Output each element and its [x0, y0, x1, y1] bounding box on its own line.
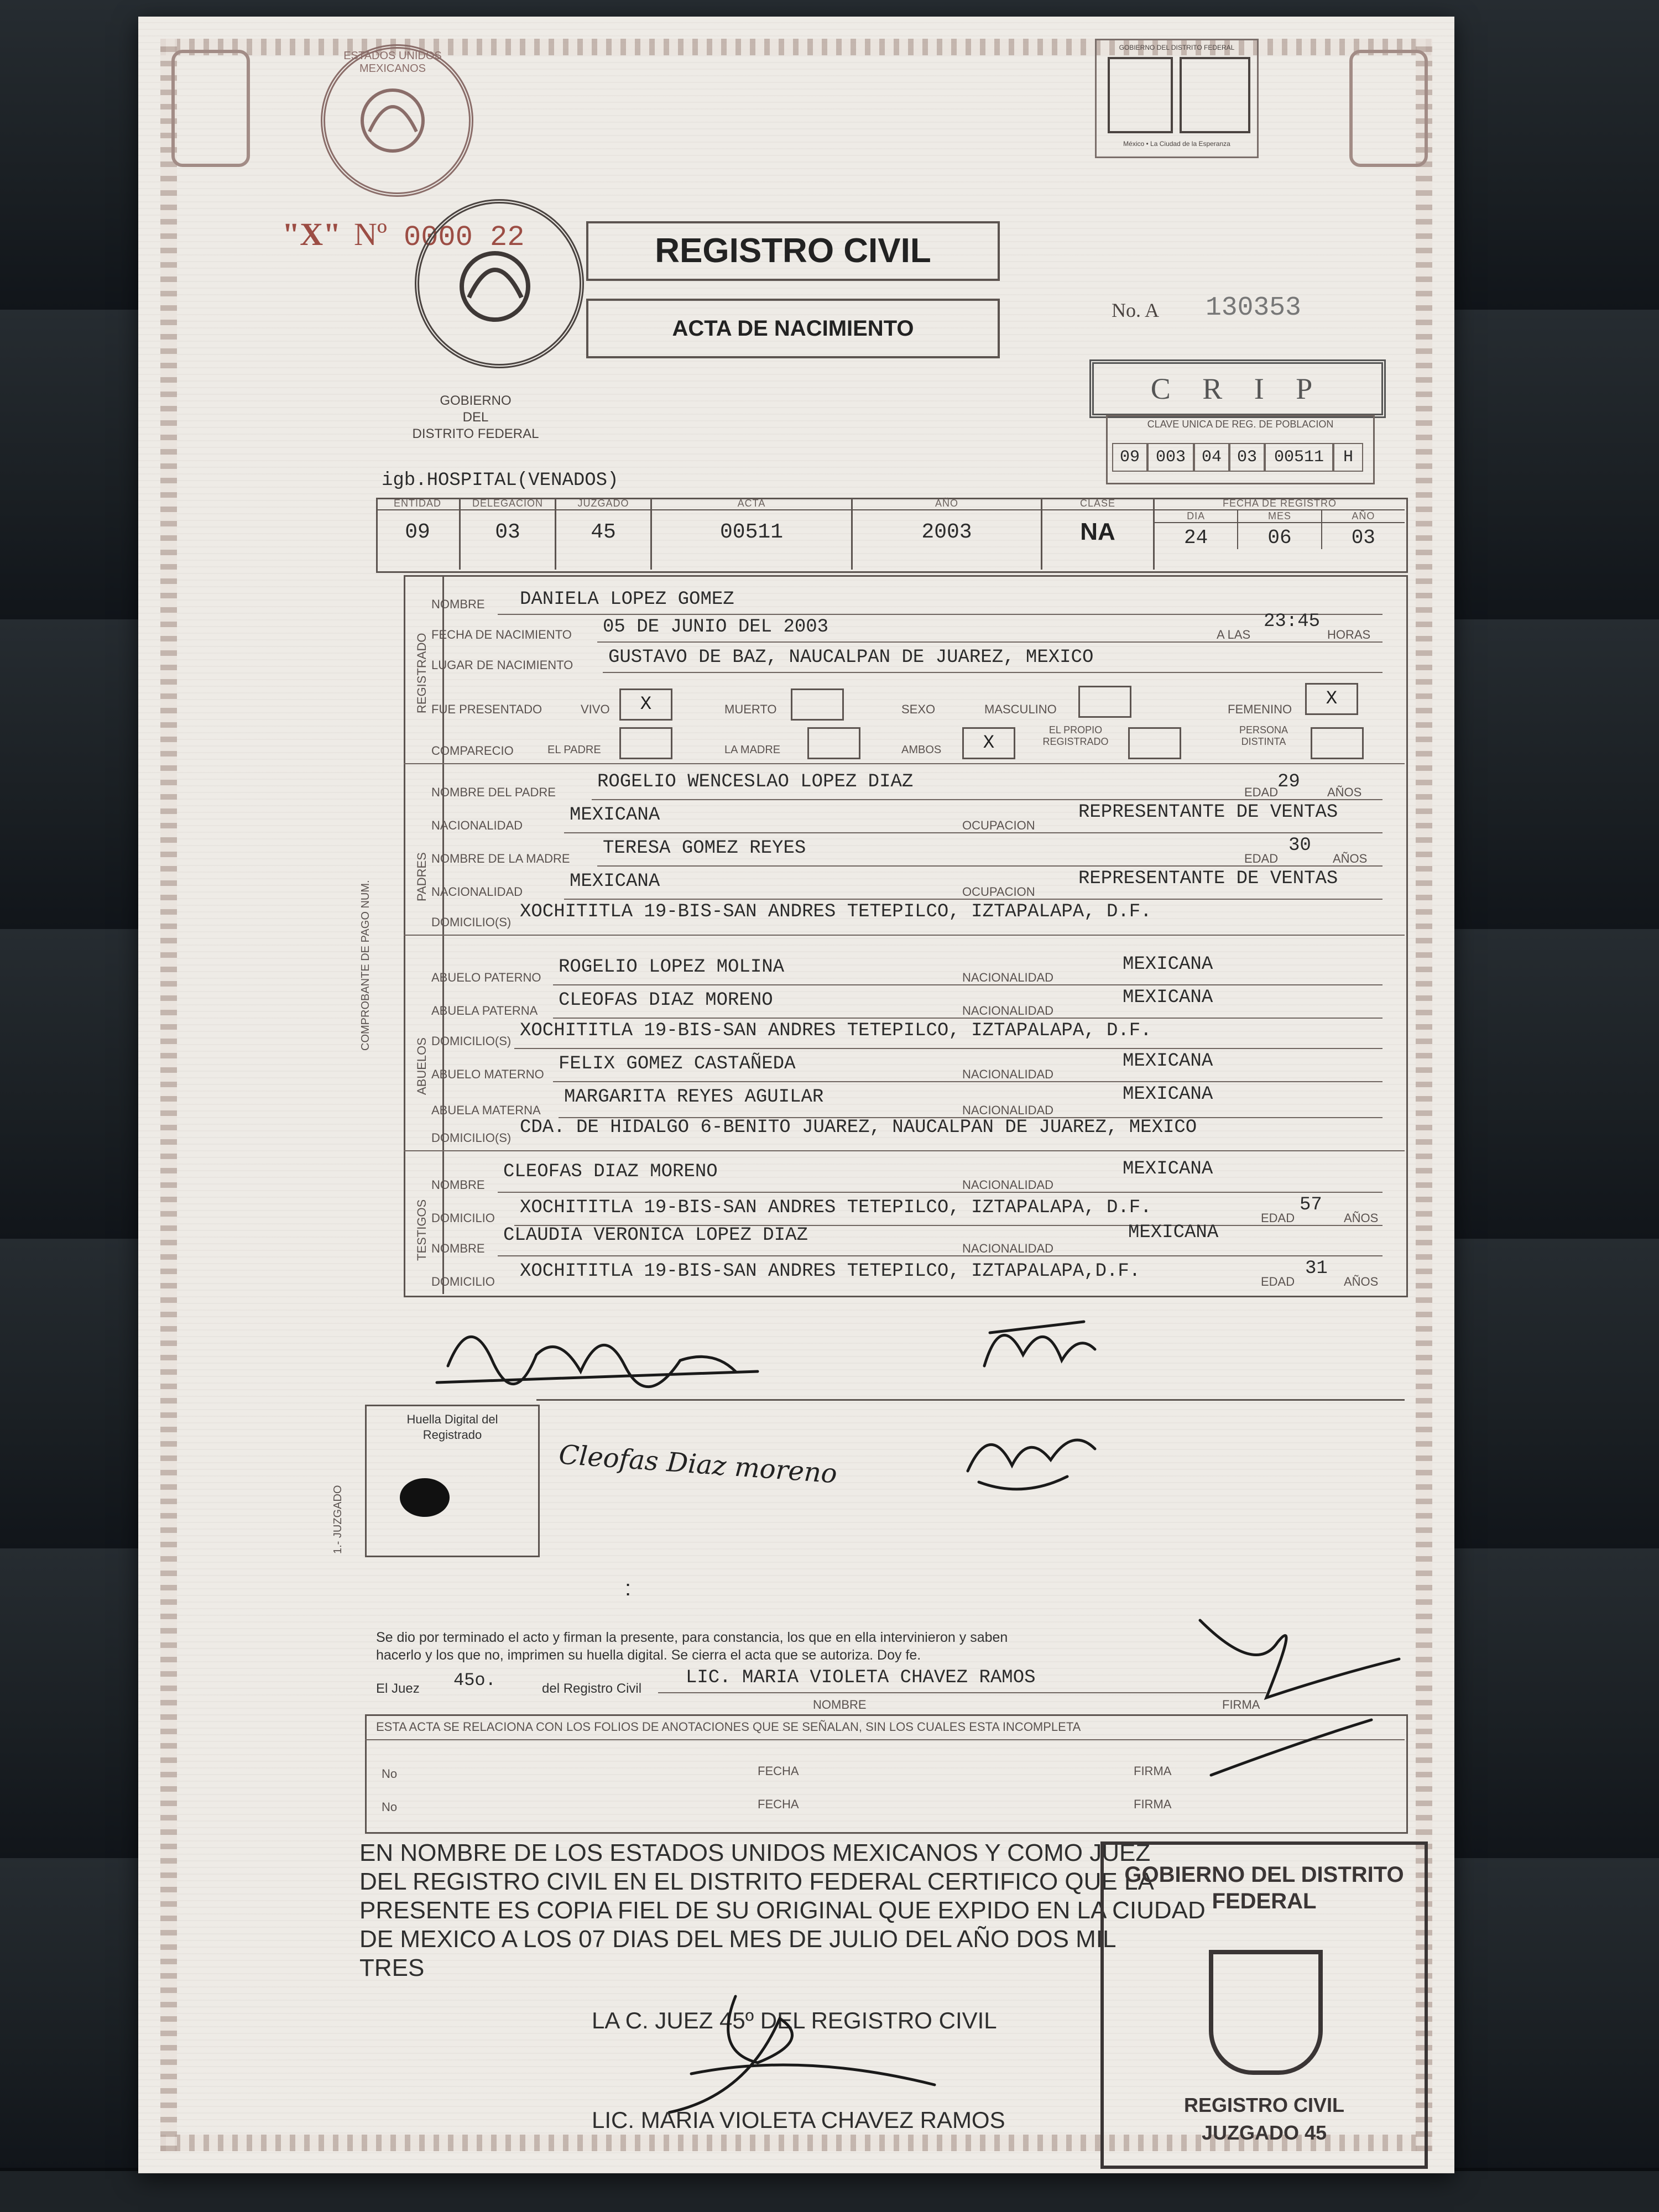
domicilio-label: DOMICILIO(S): [431, 1131, 512, 1145]
fecha-label: FECHA: [758, 1797, 799, 1811]
anos-label: AÑOS: [1327, 785, 1362, 799]
domicilio-label: DOMICILIO(S): [431, 1034, 512, 1048]
nacionalidad-label: NACIONALIDAD: [962, 971, 1054, 984]
juez-title: LA C. JUEZ 45º DEL REGISTRO CIVIL: [592, 2007, 997, 2033]
testigo-2-nombre: CLAUDIA VERONICA LOPEZ DIAZ: [503, 1225, 808, 1246]
anos-label: AÑOS: [1344, 1211, 1379, 1225]
juez-name: LIC. MARIA VIOLETA CHAVEZ RAMOS: [686, 1667, 1036, 1688]
anos-label: AÑOS: [1344, 1275, 1379, 1288]
del-registro-label: del Registro Civil: [542, 1681, 642, 1696]
hospital-note: igb.HOSPITAL(VENADOS): [382, 470, 619, 491]
nombre-label: NOMBRE: [813, 1698, 867, 1712]
el-padre-label: EL PADRE: [547, 744, 601, 756]
cell-entidad: ENTIDAD 09: [376, 498, 461, 570]
aztec-ornament-icon: [171, 50, 250, 167]
crip-box: [1089, 359, 1386, 418]
right-border: [1416, 39, 1432, 2151]
fingerprint-icon: [400, 1478, 450, 1517]
horas-label: HORAS: [1327, 628, 1371, 641]
number-label: No. A: [1112, 299, 1160, 321]
no-label: No: [382, 1767, 398, 1781]
document-subtitle: ACTA DE NACIMIENTO: [672, 316, 914, 341]
cell-acta: ACTA 00511: [652, 498, 853, 570]
edad-madre: 30: [1288, 835, 1311, 856]
masculino-checkbox[interactable]: [1078, 686, 1131, 718]
firma-label: FIRMA: [1222, 1698, 1260, 1712]
padre-checkbox[interactable]: [619, 727, 672, 759]
nacionalidad-label: NACIONALIDAD: [962, 1103, 1054, 1117]
hora-nacimiento: 23:45: [1264, 611, 1321, 632]
ocupacion-padre: REPRESENTANTE DE VENTAS: [1078, 802, 1338, 823]
abuela-materna-nac: MEXICANA: [1123, 1084, 1213, 1105]
el-juez-label: El Juez: [376, 1681, 420, 1696]
closing-text: Se dio por terminado el acto y firman la presente, para constancia, los que en ella intervinieron y saben hacerlo y los que no, imprimen su huella digital. Se cierra el acta que se autoriza. Doy fe.: [376, 1630, 1008, 1663]
seal-text: ESTADOS UNIDOS MEXICANOS: [343, 50, 442, 75]
cell-clase: CLASE NA: [1042, 498, 1155, 570]
coat-of-arms-icon: [1180, 57, 1250, 133]
gdf-logo-title: GOBIERNO DEL DISTRITO FEDERAL: [1119, 44, 1235, 51]
femenino-label: FEMENINO: [1228, 702, 1292, 716]
testigo-1-edad: 57: [1300, 1194, 1322, 1215]
ambos-checkbox[interactable]: X: [962, 727, 1015, 759]
comparecio-label: COMPARECIO: [431, 744, 514, 758]
testigo-domicilio-label: DOMICILIO: [431, 1275, 495, 1288]
fecha-label: FECHA: [758, 1764, 799, 1778]
official-stamp: [1100, 1841, 1428, 2169]
registry-cells: [376, 498, 1405, 570]
signature: [968, 1300, 1112, 1394]
nacionalidad-label: NACIONALIDAD: [962, 1067, 1054, 1081]
abuelo-materno-nac: MEXICANA: [1123, 1051, 1213, 1072]
nacionalidad-madre: MEXICANA: [570, 871, 660, 892]
ocupacion-label: OCUPACION: [962, 885, 1035, 899]
handwritten-name: Cleofas Diaz moreno: [557, 1439, 838, 1490]
certification-juez-name: LIC. MARIA VIOLETA CHAVEZ RAMOS: [592, 2107, 1005, 2133]
cell-ano: AÑO 2003: [853, 498, 1042, 570]
nacionalidad-label: NACIONALIDAD: [431, 885, 523, 899]
side-label: COMPROBANTE DE PAGO NUM.: [359, 880, 372, 1051]
persona-checkbox[interactable]: [1311, 727, 1364, 759]
abuelo-materno: FELIX GOMEZ CASTAÑEDA: [559, 1053, 796, 1074]
testigo-2-edad: 31: [1305, 1258, 1328, 1279]
nacionalidad-label: NACIONALIDAD: [431, 818, 523, 832]
certification-text: EN NOMBRE DE LOS ESTADOS UNIDOS MEXICANOS Y COMO JUEZ DEL REGISTRO CIVIL EN EL DISTRITO FEDERAL CERTIFICO QUE LA PRESENTE ES COPIA FIEL DE SU ORIGINAL QUE EXPIDO EN LA CIUDAD DE MEXICO A LOS 07 DIAS DEL MES DE JULIO DEL AÑO DOS MIL TRES: [359, 1839, 1206, 1981]
la-madre-label: LA MADRE: [724, 744, 781, 756]
propio-label: EL PROPIO REGISTRADO: [1042, 724, 1109, 747]
firma-label: FIRMA: [1134, 1797, 1172, 1811]
left-border: [160, 39, 177, 2151]
juez-number: 45o.: [453, 1670, 496, 1691]
testigo-nombre-label: NOMBRE: [431, 1241, 485, 1255]
colon-mark: :: [625, 1576, 632, 1600]
abuelo-paterno-label: ABUELO PATERNO: [431, 971, 541, 984]
nombre-label: NOMBRE: [431, 597, 485, 611]
testigo-2-domicilio: XOCHITITLA 19-BIS-SAN ANDRES TETEPILCO, IZTAPALAPA,D.F.: [520, 1261, 1141, 1282]
clave-box: [1106, 415, 1375, 484]
signature: [1189, 1609, 1421, 1819]
testigo-nombre-label: NOMBRE: [431, 1178, 485, 1192]
coat-of-arms-icon: [1108, 57, 1173, 133]
edad-padre: 29: [1277, 771, 1300, 792]
testigo-domicilio-label: DOMICILIO: [431, 1211, 495, 1225]
cell-delegacion: DELEGACION 03: [461, 498, 556, 570]
serial-number: 0000 22: [404, 221, 525, 254]
lugar-nacimiento: GUSTAVO DE BAZ, NAUCALPAN DE JUAREZ, MEXICO: [608, 647, 1094, 668]
juzgado-side-label: 1.- JUZGADO: [332, 1485, 344, 1554]
ambos-label: AMBOS: [901, 744, 942, 756]
testigo-1-nombre: CLEOFAS DIAZ MORENO: [503, 1161, 718, 1182]
abuela-paterna-nac: MEXICANA: [1123, 987, 1213, 1008]
nacionalidad-label: NACIONALIDAD: [962, 1004, 1054, 1018]
edad-label: EDAD: [1244, 852, 1279, 865]
edad-label: EDAD: [1261, 1275, 1295, 1288]
clave-label: CLAVE UNICA DE REG. DE POBLACION: [1147, 419, 1334, 430]
huella-box: [365, 1405, 540, 1557]
abuela-materna: MARGARITA REYES AGUILAR: [564, 1087, 824, 1108]
domicilio-abuelos-maternos: CDA. DE HIDALGO 6-BENITO JUAREZ, NAUCALPAN DE JUAREZ, MEXICO: [520, 1117, 1197, 1138]
subtitle-box: [586, 299, 1000, 358]
nombre-padre: ROGELIO WENCESLAO LOPEZ DIAZ: [597, 771, 914, 792]
abuela-paterna-label: ABUELA PATERNA: [431, 1004, 538, 1018]
vivo-label: VIVO: [581, 702, 610, 716]
section-registrado: REGISTRADO: [415, 633, 429, 713]
fecha-nacimiento-label: FECHA DE NACIMIENTO: [431, 628, 572, 641]
nacionalidad-padre: MEXICANA: [570, 805, 660, 826]
persona-distinta-label: PERSONA DISTINTA: [1239, 724, 1288, 747]
cell-fecha-registro: FECHA DE REGISTRO DIA 24 MES 06 AÑO 03: [1155, 498, 1405, 570]
section-testigos: TESTIGOS: [415, 1199, 429, 1261]
ocupacion-madre: REPRESENTANTE DE VENTAS: [1078, 868, 1338, 889]
document-title: REGISTRO CIVIL: [655, 232, 931, 270]
series-prefix: "X": [282, 216, 341, 252]
aztec-ornament-icon: [1349, 50, 1428, 167]
testigo-1-nac: MEXICANA: [1123, 1159, 1213, 1180]
muerto-label: MUERTO: [724, 702, 777, 716]
nacionalidad-label: NACIONALIDAD: [962, 1178, 1054, 1192]
nombre-padre-label: NOMBRE DEL PADRE: [431, 785, 556, 799]
clave-cells: 09 003 04 03 00511 H: [1112, 443, 1369, 472]
cell-juzgado: JUZGADO 45: [556, 498, 652, 570]
anos-label: AÑOS: [1333, 852, 1368, 865]
title-box: [586, 221, 1000, 281]
testigo-1-domicilio: XOCHITITLA 19-BIS-SAN ANDRES TETEPILCO, IZTAPALAPA, D.F.: [520, 1197, 1152, 1218]
abuelo-paterno-nac: MEXICANA: [1123, 954, 1213, 975]
domicilio-padres: XOCHITITLA 19-BIS-SAN ANDRES TETEPILCO, IZTAPALAPA, D.F.: [520, 901, 1152, 922]
a-las-label: A LAS: [1217, 628, 1251, 641]
registrado-nombre: DANIELA LOPEZ GOMEZ: [520, 589, 734, 610]
domicilio-label: DOMICILIO(S): [431, 915, 512, 929]
madre-checkbox[interactable]: [807, 727, 860, 759]
gobierno-label: GOBIERNO DEL DISTRITO FEDERAL: [412, 393, 539, 441]
abuela-materna-label: ABUELA MATERNA: [431, 1103, 541, 1117]
domicilio-abuelos-paternos: XOCHITITLA 19-BIS-SAN ANDRES TETEPILCO, IZTAPALAPA, D.F.: [520, 1020, 1152, 1041]
stamp-top-text: GOBIERNO DEL DISTRITO FEDERAL: [1124, 1863, 1404, 1913]
edad-label: EDAD: [1244, 785, 1279, 799]
abuelo-paterno: ROGELIO LOPEZ MOLINA: [559, 957, 785, 978]
nombre-madre: TERESA GOMEZ REYES: [603, 838, 806, 859]
serial-label: Nº: [354, 216, 387, 252]
main-form: [404, 575, 1408, 1297]
vivo-checkbox[interactable]: X: [619, 688, 672, 721]
propio-checkbox[interactable]: [1128, 727, 1181, 759]
stamp-bottom-1: REGISTRO CIVIL: [1183, 2094, 1345, 2116]
abuela-paterna: CLEOFAS DIAZ MORENO: [559, 990, 773, 1011]
femenino-checkbox[interactable]: X: [1305, 683, 1358, 715]
document-number: 130353: [1206, 293, 1301, 323]
testigo-2-nac: MEXICANA: [1128, 1222, 1219, 1243]
firma-label: FIRMA: [1134, 1764, 1172, 1778]
annotations-header: ESTA ACTA SE RELACIONA CON LOS FOLIOS DE ANOTACIONES QUE SE SEÑALAN, SIN LOS CUALES ESTA INCOMPLETA: [376, 1720, 1081, 1734]
signature: [426, 1300, 813, 1399]
edad-label: EDAD: [1261, 1211, 1295, 1225]
stamp-bottom-2: JUZGADO 45: [1201, 2121, 1327, 2144]
nacionalidad-label: NACIONALIDAD: [962, 1241, 1054, 1255]
section-padres: PADRES: [415, 852, 429, 901]
presentado-label: FUE PRESENTADO: [431, 702, 542, 716]
gdf-logo: [1095, 39, 1259, 158]
ocupacion-label: OCUPACION: [962, 818, 1035, 832]
gdf-logo-caption: México • La Ciudad de la Esperanza: [1123, 140, 1230, 148]
masculino-label: MASCULINO: [984, 702, 1057, 716]
section-abuelos: ABUELOS: [415, 1037, 429, 1095]
muerto-checkbox[interactable]: [791, 688, 844, 721]
coat-of-arms-icon: [1209, 1950, 1323, 2075]
abuelo-materno-label: ABUELO MATERNO: [431, 1067, 544, 1081]
crip-label: C R I P: [1150, 372, 1325, 405]
no-label: No: [382, 1800, 398, 1814]
signature: [946, 1410, 1123, 1510]
national-seal-icon: [415, 199, 584, 368]
birth-certificate: [138, 17, 1454, 2173]
nombre-madre-label: NOMBRE DE LA MADRE: [431, 852, 570, 865]
fecha-nacimiento: 05 DE JUNIO DEL 2003: [603, 617, 829, 638]
sexo-label: SEXO: [901, 702, 936, 716]
huella-label: Huella Digital del Registrado: [406, 1412, 498, 1442]
lugar-label: LUGAR DE NACIMIENTO: [431, 658, 573, 672]
